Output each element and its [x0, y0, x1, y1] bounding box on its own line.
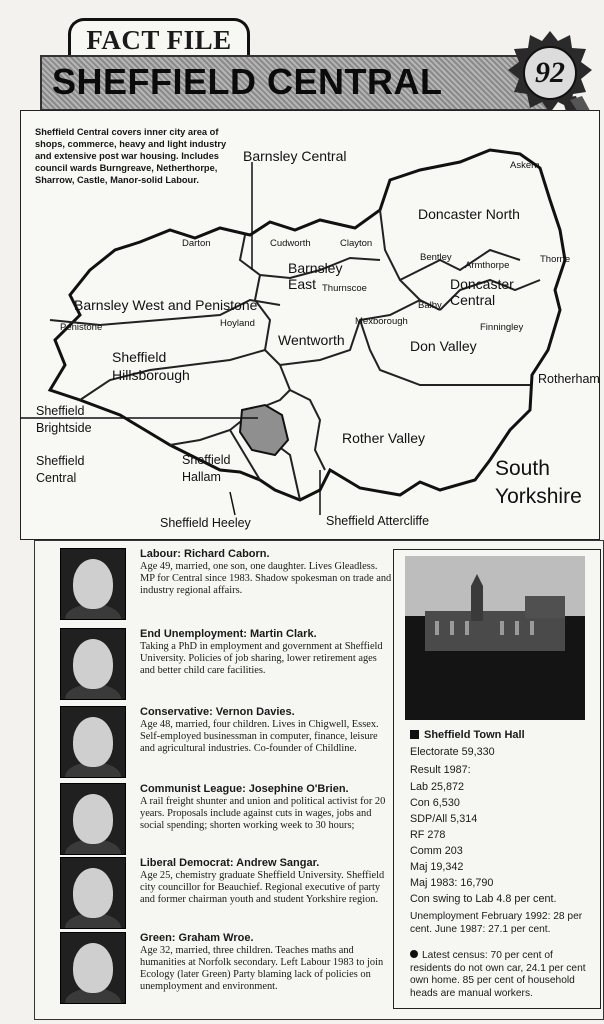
map-place-thurnscoe: Thurnscoe: [322, 283, 367, 294]
census-note: [410, 950, 590, 1000]
map-place-bentley: Bentley: [420, 252, 452, 263]
candidate-name: Conservative: Vernon Davies.: [140, 706, 295, 718]
map-place-finningley: Finningley: [480, 322, 524, 333]
map-label-sheffield-hallam: Sheffield Hallam: [182, 453, 231, 484]
candidate-photo: [60, 548, 126, 620]
candidate-bio: Taking a PhD in employment and government at Sheffield University. Policies of job sharing, lower retirement ages and better child care facilities.: [140, 641, 383, 676]
map-place-balby: Balby: [418, 300, 442, 311]
stat-maj: Maj 19,342: [410, 861, 464, 873]
stat-swing: Con swing to Lab 4.8 per cent.: [410, 893, 557, 905]
candidate-bio: Age 49, married, one son, one daughter. Lives Gleadless. MP for Central since 1983. Shadow spokesman on trade and industry regional affairs.: [140, 561, 392, 596]
map-label-sheffield-hillsborough: Sheffield Hillsborough: [112, 349, 190, 383]
map-label-barnsley-east: Barnsley East: [288, 260, 343, 292]
map-label-sheffield-brightside: Sheffield Brightside: [36, 404, 92, 435]
stat-result-heading: Result 1987:: [410, 764, 471, 776]
map-label-doncaster-north: Doncaster North: [418, 206, 520, 222]
stat-lab: Lab 25,872: [410, 781, 465, 793]
candidate-bio: Age 25, chemistry graduate Sheffield University. Sheffield city councillor for Beauchief. Regional executive of party and former chairman youth and student Yorkshire region.: [140, 870, 385, 905]
candidate-name: Communist League: Josephine O'Brien.: [140, 783, 349, 795]
town-hall-caption: [410, 729, 525, 741]
map-place-armthorpe: Armthorpe: [465, 260, 510, 271]
square-icon: [410, 730, 419, 739]
map-label-wentworth: Wentworth: [278, 332, 345, 348]
map-label-rotherham: Rotherham: [538, 372, 600, 386]
unemployment-note: Unemployment February 1992: 28 per cent. June 1987: 27.1 per cent.: [410, 911, 583, 935]
stat-electorate: Electorate 59,330: [410, 746, 495, 758]
map-label-sheffield-central: Sheffield Central: [36, 454, 85, 485]
map-place-hoyland: Hoyland: [220, 318, 255, 329]
map-place-thorne: Thorne: [540, 254, 571, 265]
candidate-photo: [60, 628, 126, 700]
stat-con: Con 6,530: [410, 797, 460, 809]
stat-comm: Comm 203: [410, 845, 463, 857]
map-place-askern: Askern: [510, 160, 540, 171]
candidate-photo: [60, 783, 126, 855]
candidate-name: Green: Graham Wroe.: [140, 932, 254, 944]
map-label-doncaster-central: Doncaster Central: [450, 276, 514, 308]
map-label-sheffield-attercliffe: Sheffield Attercliffe: [326, 514, 430, 528]
map-label-don-valley: Don Valley: [410, 338, 477, 354]
page-title: SHEFFIELD CENTRAL: [52, 61, 443, 102]
fact-file-tab: FACT FILE: [68, 18, 250, 57]
stat-rf: RF 278: [410, 829, 446, 841]
candidate-bio: A rail freight shunter and union and political activist for 20 years. Proposals include against cuts in wages, jobs and social spending; shorten working week to 30 hours;: [140, 796, 386, 831]
map-label-sheffield-heeley: Sheffield Heeley: [160, 516, 251, 530]
map-label-barnsley-central: Barnsley Central: [243, 148, 347, 164]
stat-maj-1983: Maj 1983: 16,790: [410, 877, 494, 889]
map-place-penistone: Penistone: [60, 322, 103, 333]
bullet-icon: [410, 950, 418, 958]
map-place-clayton: Clayton: [340, 238, 373, 249]
town-hall-caption-text: Sheffield Town Hall: [424, 729, 525, 741]
candidate-name: Labour: Richard Caborn.: [140, 548, 270, 560]
candidate-photo: [60, 932, 126, 1004]
candidate-photo: [60, 706, 126, 778]
candidate-bio: Age 48, married, four children. Lives in Chigwell, Essex. Self-employed businessman in computer, finance, leisure and agricultural industries. Co-founder of Childline.: [140, 719, 379, 754]
candidate-bio: Age 32, married, three children. Teaches maths and humanities at Norfolk secondary. Left Labour 1983 to join Ecology (later Green) Party blaming lack of policies on unemployment and environment.: [140, 945, 384, 992]
map-label-barnsley-west-penistone: Barnsley West and Penistone: [74, 297, 258, 313]
map-place-darton: Darton: [182, 238, 211, 249]
map-region-label: South Yorkshire: [495, 457, 582, 508]
intro-text: Sheffield Central covers inner city area of shops, commerce, heavy and light industry and extensive post war housing. Includes council wards Burngreave, Netherthorpe, Sharrow, Castle, Manor-solid Labour.: [35, 127, 227, 185]
stat-sdp: SDP/All 5,314: [410, 813, 478, 825]
rosette-label: 92: [535, 56, 565, 89]
census-note-text: Latest census: 70 per cent of residents do not own car, 24.1 per cent own home. 85 per cent of household heads are manual workers.: [410, 950, 586, 999]
town-hall-photo: [405, 556, 585, 720]
map-place-cudworth: Cudworth: [270, 238, 311, 249]
map-label-rother-valley: Rother Valley: [342, 430, 426, 446]
candidate-name: End Unemployment: Martin Clark.: [140, 628, 317, 640]
candidate-photo: [60, 857, 126, 929]
map-place-mexborough: Mexborough: [355, 316, 408, 327]
candidate-name: Liberal Democrat: Andrew Sangar.: [140, 857, 320, 869]
